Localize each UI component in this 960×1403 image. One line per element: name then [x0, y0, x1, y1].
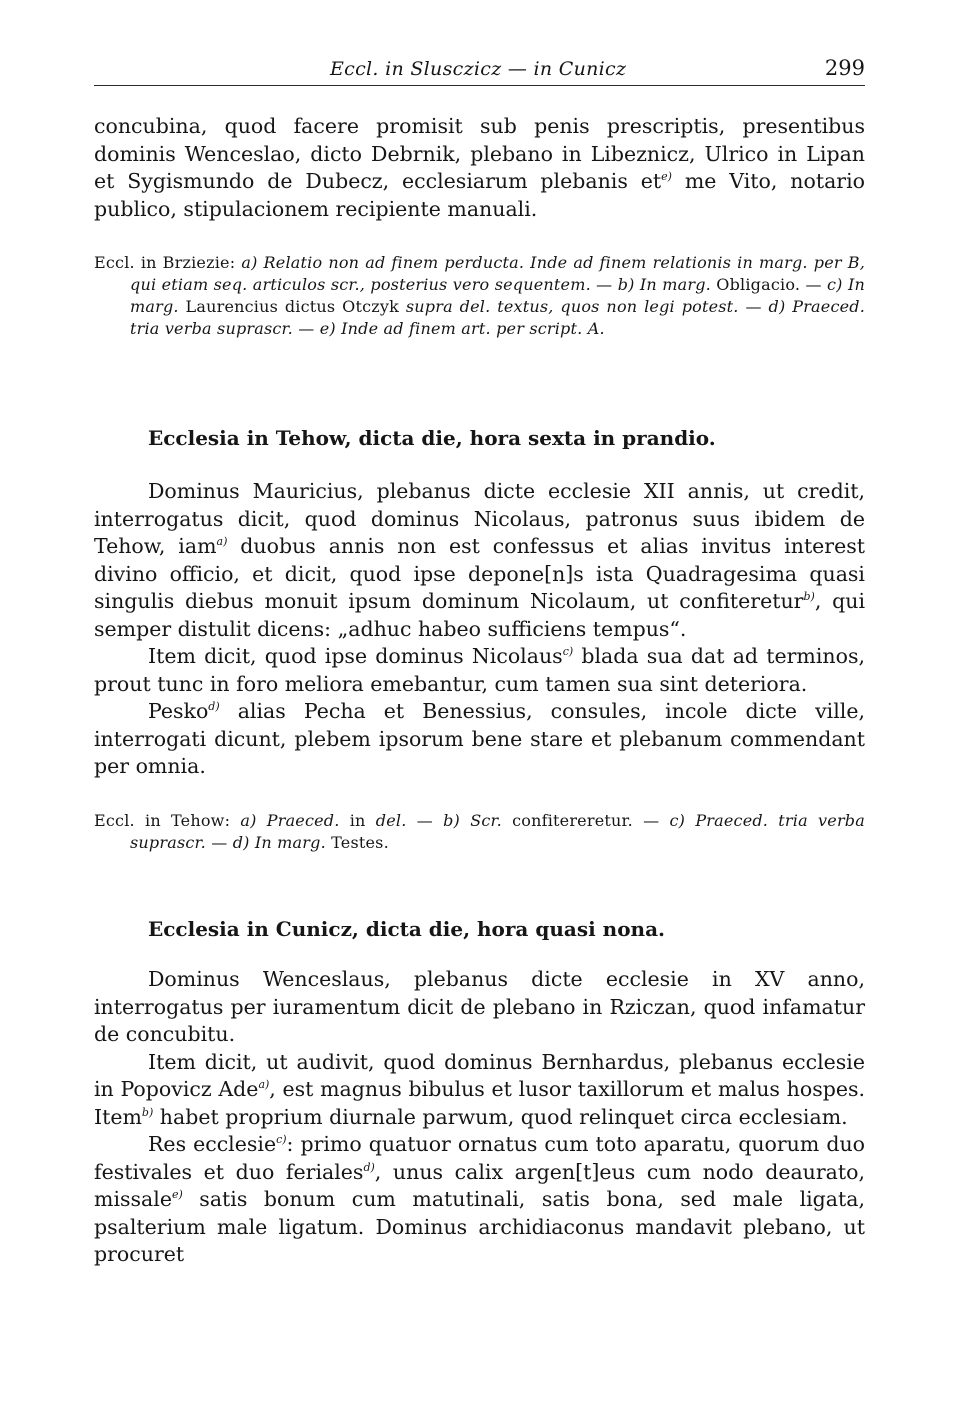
footnote: Eccl. in Tehow: a) Praeced. in del. — b) Scr. confitereretur. — c) Praeced. tria verba suprascr. — d) In marg. Testes.: [94, 811, 865, 852]
footnotes-tehow: [94, 810, 865, 854]
header-rule: [94, 85, 865, 86]
section-heading-tehow: Ecclesia in Tehow, dicta die, hora sexta in prandio.: [148, 426, 716, 450]
section-body-cunicz: [94, 966, 865, 1269]
paragraph: concubina, quod facere promisit sub penis prescriptis, presentibus dominis Wenceslao, dicto Debrnik, plebano in Libeznicz, Ulrico in Lipan et Sygismundo de Dubecz, ecclesiarum plebanis $et^{e)}$ me Vito, notario publico, stipulacionem recipiente manuali.: [94, 114, 865, 221]
paragraph: Dominus Mauricius, plebanus dicte ecclesie XII annis, ut credit, interrogatus dicit, quod dominus Nicolaus, patronus suus ibidem de Tehow, iam$^{a)}$ duobus annis non est confessus et alias invitus interest divino officio, et dicit, quod ipse depone[n]s ista Quadragesima quasi singulis diebus monuit ipsum dominum Nicolaum, ut confiteretur$^{b)}$, qui semper distulit dicens: „adhuc habeo sufficiens tempus“.: [94, 479, 865, 641]
paragraph: Item dicit, quod ipse dominus Nicolaus$^{c)}$ blada sua dat ad terminos, prout tunc in foro meliora emebantur, cum tamen sua sint deteriora.: [94, 644, 865, 696]
continued-text: [94, 113, 865, 223]
paragraph: Res ecclesie$^{c)}$: primo quatuor ornatus cum toto aparatu, quorum duo festivales et duo feriales$^{d)}$, unus calix argen[t]eus cum nodo deaurato, missale$^{e)}$ satis bonum cum matutinali, satis bona, sed male ligata, psalterium male ligatum. Dominus archidiaconus mandavit plebano, ut procuret: [94, 1132, 865, 1266]
paragraph: Pesko$^{d)}$ alias Pecha et Benessius, consules, incole dicte ville, interrogati dicunt, plebem ipsorum bene stare et plebanum commendant per omnia.: [94, 699, 865, 778]
running-title: Eccl. in Slusczicz — in Cunicz: [330, 58, 627, 80]
section-body-tehow: [94, 478, 865, 781]
section-heading-cunicz: Ecclesia in Cunicz, dicta die, hora quasi nona.: [148, 917, 666, 941]
paragraph: Dominus Wenceslaus, plebanus dicte ecclesie in XV anno, interrogatus per iuramentum dicit de plebano in Rziczan, quod infamatur de concubitu.: [94, 967, 865, 1046]
footnotes-brziezie: [94, 252, 865, 340]
page-header: [94, 58, 865, 84]
footnote: Eccl. in Brziezie: a) Relatio non ad finem perducta. Inde ad finem relationis in marg. per B, qui etiam seq. articulos scr., posterius vero sequentem. — b) In marg. Obligacio. — c) In marg. Laurencius dictus Otczyk supra del. textus, quos non legi potest. — d) Praeced. tria verba suprascr. — e) Inde ad finem art. per script. A.: [94, 253, 866, 338]
paragraph: Item dicit, ut audivit, quod dominus Bernhardus, plebanus ecclesie in Popovicz Ade$^{a)}$, est magnus bibulus et lusor taxillorum et malus hospes. Item$^{b)}$ habet proprium diurnale parwum, quod relinquet circa ecclesiam.: [94, 1049, 866, 1129]
page-number: 299: [824, 56, 865, 80]
